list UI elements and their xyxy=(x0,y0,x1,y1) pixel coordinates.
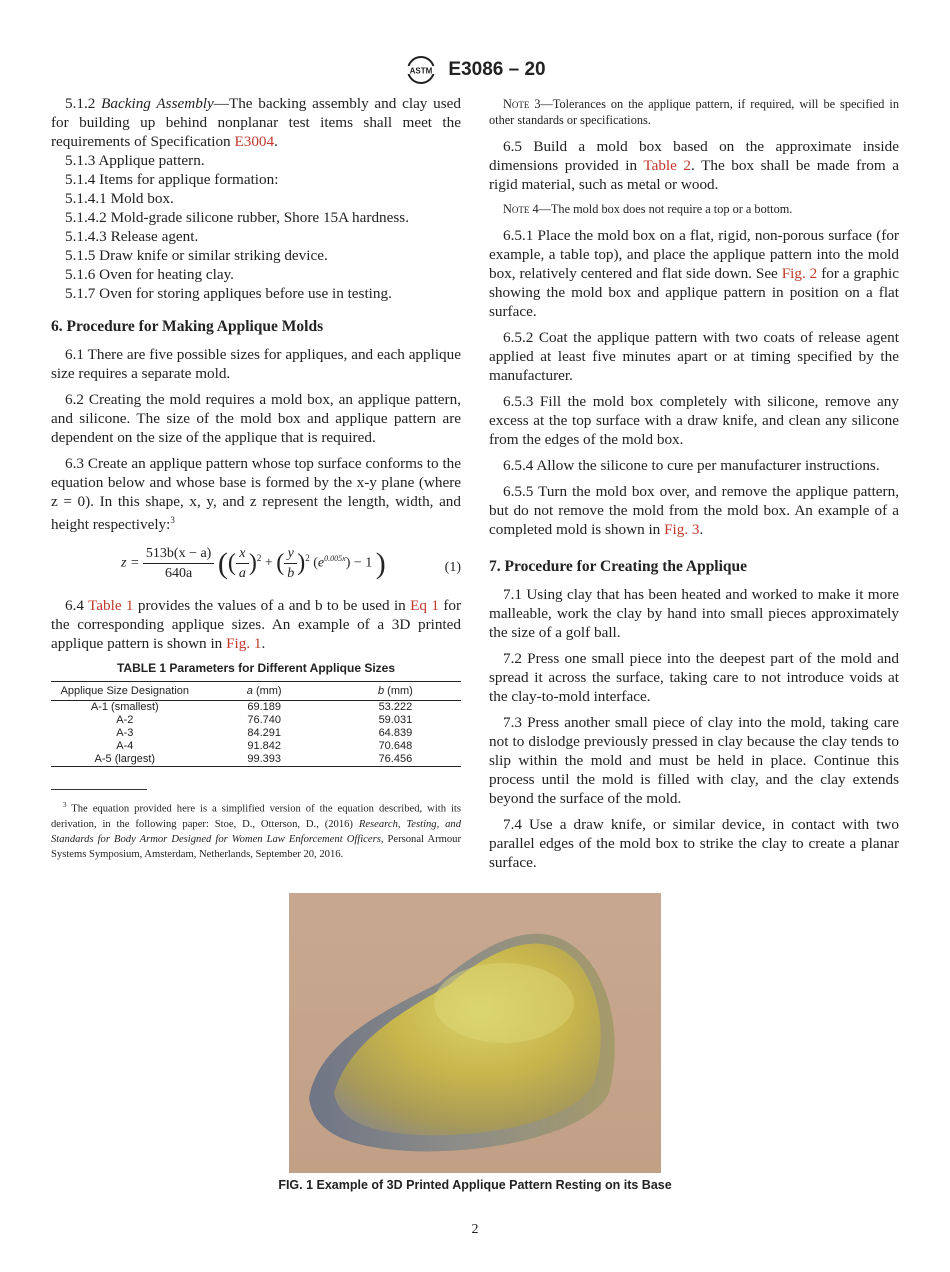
equation-1: z = $\frac{513b(x - a)}{640a}$ (( $\frac{x}{a}$ )$^2$ + ( $\frac{y}{b}$ )$^2$ $(e^{0.005x}) - 1$ ) (1) xyxy=(121,546,461,582)
paragraph-6-5-2: 6.5.2 Coat the applique pattern with two coats of release agent applied at least five minutes apart or at timing specified by the manufacturer. xyxy=(489,329,899,384)
paragraph-7-1: 7.1 Using clay that has been heated and worked to make it more malleable, work the clay by hand into small pieces approximately the size of a golf ball. xyxy=(489,586,899,641)
table-cell: 84.291 xyxy=(247,727,282,740)
link-eq-1[interactable]: Eq 1 xyxy=(410,597,439,615)
section-heading-6: 6. Procedure for Making Applique Molds xyxy=(51,318,324,335)
link-fig-2[interactable]: Fig. 2 xyxy=(781,265,818,282)
table-cell: 91.842 xyxy=(247,740,282,753)
list-item: 5.1.4.2 Mold-grade silicone rubber, Shore 15A hardness. xyxy=(65,209,409,226)
paragraph-6-2: 6.2 Creating the mold requires a mold box, an applique pattern, and silicone. The size of the mold box and applique pattern are dependent on the size of the applique that is required. xyxy=(51,391,461,446)
paragraph-7-4: 7.4 Use a draw knife, or similar device, in contact with two parallel edges of the mold box to strike the clay to create a planar surface. xyxy=(489,816,899,871)
list-item: 5.1.6 Oven for heating clay. xyxy=(65,266,234,283)
note-4: Note 4—The mold box does not require a top or a bottom. xyxy=(503,202,793,216)
table-cell: 64.839 xyxy=(378,727,413,740)
paragraph-6-1: 6.1 There are five possible sizes for appliques, and each applique size requires a separate mold. xyxy=(51,346,461,382)
applique-pattern-photo xyxy=(289,893,661,1173)
eq-tail: − 1 xyxy=(353,555,373,571)
table-cell: 53.222 xyxy=(378,701,413,714)
table-cell: 70.648 xyxy=(378,740,413,753)
table-header: b (mm) xyxy=(377,685,413,698)
paragraph-6-3: 6.3 Create an applique pattern whose top surface conforms to the equation below and whose base is formed by the x-y plane (where z = 0). In this shape, x, y, and z represent the length, width, and height respectively:$^3$ xyxy=(51,455,461,534)
list-item: 5.1.3 Applique pattern. xyxy=(65,152,205,169)
list-item: 5.1.4 Items for applique formation: xyxy=(65,171,279,188)
table-caption: TABLE 1 Parameters for Different Applique Sizes xyxy=(116,661,396,676)
list-item: 5.1.7 Oven for storing appliques before use in testing. xyxy=(65,285,392,302)
page-header xyxy=(0,55,950,85)
equation-number: (1) xyxy=(444,560,461,576)
page-number: 2 xyxy=(471,1222,479,1237)
parameters-table xyxy=(51,681,461,767)
document-code: E3086 – 20 xyxy=(448,59,546,80)
note-3: Note 3—Tolerances on the applique pattern, if required, will be specified in other standards or specifications. xyxy=(489,97,899,127)
link-e3004[interactable]: E3004 xyxy=(234,133,275,150)
table-row xyxy=(51,714,461,727)
table-cell: 69.189 xyxy=(247,701,282,714)
paragraph-7-3: 7.3 Press another small piece of clay into the mold, taking care not to dislodge previously pressed in clay because the clay tends to slip within the mold and must be held in place. Continue this process until the mold is filled with clay, and the clay extends beyond the surface of the mold. xyxy=(489,714,899,807)
figure-1-caption: FIG. 1 Example of 3D Printed Applique Pattern Resting on its Base xyxy=(278,1178,672,1192)
table-row xyxy=(51,701,461,715)
table-row xyxy=(51,753,461,767)
right-column xyxy=(489,94,899,879)
table-header: a (mm) xyxy=(246,685,282,698)
table-cell: A-3 xyxy=(116,727,134,740)
table-cell: 76.740 xyxy=(247,714,282,727)
paragraph-6-5: 6.5 Build a mold box based on the approximate inside dimensions provided in Table 2. The box shall be made from a rigid material, such as metal or wood. xyxy=(489,138,899,193)
section-5-1-2: 5.1.2 Backing Assembly—The backing assembly and clay used for building up behind nonplanar test items shall meet the requirements of Specification E3004. xyxy=(51,95,461,150)
footnote-divider xyxy=(51,789,147,790)
table-cell: A-2 xyxy=(116,714,134,727)
paragraph-6-5-5: 6.5.5 Turn the mold box over, and remove the applique pattern, but do not remove the mold from the mold box. An example of a completed mold is shown in Fig. 3. xyxy=(489,483,899,538)
paragraph-6-4: 6.4 Table 1 provides the values of a and b to be used in Eq 1 for the corresponding applique sizes. An example of a 3D printed applique pattern is shown in Fig. 1. xyxy=(51,597,462,653)
table-cell: A-1 (smallest) xyxy=(90,701,159,714)
astm-logo-icon xyxy=(404,55,438,85)
table-cell: 59.031 xyxy=(378,714,413,727)
list-item: 5.1.4.1 Mold box. xyxy=(65,190,174,207)
list-item: 5.1.4.3 Release agent. xyxy=(65,228,199,245)
link-fig-1[interactable]: Fig. 1 xyxy=(226,635,262,653)
link-fig-3[interactable]: Fig. 3 xyxy=(664,521,700,538)
paragraph-6-5-4: 6.5.4 Allow the silicone to cure per manufacturer instructions. xyxy=(503,457,880,474)
eq-exponent: 0.005x xyxy=(324,554,346,564)
section-heading-7: 7. Procedure for Creating the Applique xyxy=(489,558,748,575)
paragraph-6-5-1: 6.5.1 Place the mold box on a flat, rigid, non-porous surface (for example, a table top), and place the applique pattern into the mold box, relatively centered and flat side down. See Fig. 2 for a graphic showing the mold box and applique pattern in position on a flat surface. xyxy=(489,227,899,320)
paragraph-6-5-3: 6.5.3 Fill the mold box completely with silicone, remove any excess at the top surface with a draw knife, and clean any silicone from the edges of the mold box. xyxy=(489,393,899,448)
table-row xyxy=(51,727,461,740)
eq-numerator: 513b(x − a) xyxy=(143,544,214,564)
left-column xyxy=(51,94,461,862)
table-row xyxy=(51,740,461,753)
figure-1-photo xyxy=(289,893,661,1173)
footnote-ref: 3 xyxy=(170,515,175,525)
table-cell: A-5 (largest) xyxy=(94,753,156,766)
table-cell: 76.456 xyxy=(378,753,413,766)
link-table-2[interactable]: Table 2 xyxy=(643,157,692,174)
link-table-1[interactable]: Table 1 xyxy=(88,597,134,615)
eq-denominator: 640a xyxy=(165,566,193,582)
paragraph-7-2: 7.2 Press one small piece into the deepest part of the mold and spread it across the surface, taking care to not introduce voids at the clay-to-mold interface. xyxy=(489,650,899,705)
footnote-3: $^3$ The equation provided here is a simplified version of the equation described, with its derivation, in the following paper: Stoe, D., Otterson, D., (2016) Research, Testing, and Standards for Body Armor Designed for Women Law Enforcement Officers, Personal Armour Systems Symposium, Amsterdam, Netherlands, September 20, 2016. xyxy=(51,801,462,860)
list-item: 5.1.5 Draw knife or similar striking device. xyxy=(65,247,328,264)
svg-text:ASTM: ASTM xyxy=(410,66,433,76)
table-cell: A-4 xyxy=(116,740,134,753)
table-cell: 99.393 xyxy=(247,753,282,766)
table-header: Applique Size Designation xyxy=(60,685,189,698)
